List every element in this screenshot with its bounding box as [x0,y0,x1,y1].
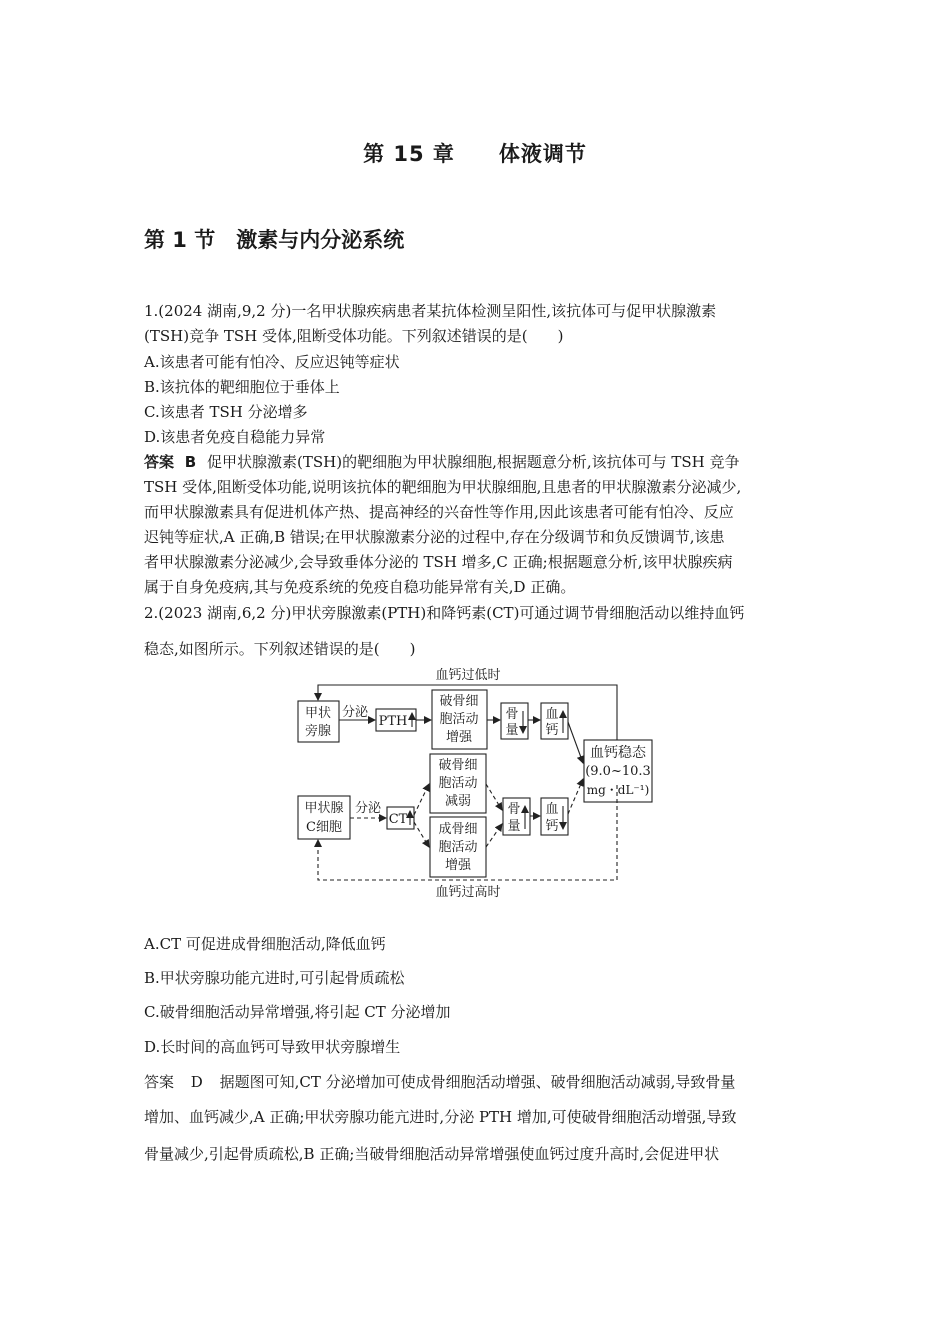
q2-answer-line-1 [144,1071,735,1092]
calcium-1-line-1: 血 [545,707,559,722]
osteoclast-up-line-2: 胞活动 [439,712,479,727]
q2-answer-text: 据题图可知,CT 分泌增加可使成骨细胞活动增强、破骨细胞活动减弱,导致骨量 [219,1073,736,1091]
homeostasis-line-2: (9.0~10.3 [585,764,651,779]
osteoblast-up-line-3: 增强 [444,858,472,873]
label-low-calcium: 血钙过低时 [435,668,501,683]
q2-option-d: D.长时间的高血钙可导致甲状旁腺增生 [144,1038,401,1056]
parathyroid-line-2: 旁腺 [304,724,332,739]
osteoclast-down-line-2: 胞活动 [438,776,478,791]
q2-answer-label: 答案 [144,1073,175,1091]
q2-option-c: C.破骨细胞活动异常增强,将引起 CT 分泌增加 [144,1003,451,1021]
c-cell-line-1: 甲状腺 [304,801,344,816]
bone-1-line-1: 骨 [505,707,519,722]
q1-answer-label: 答案 [144,453,175,471]
q2-stem-line-2: 稳态,如图所示。下列叙述错误的是( ) [144,640,416,658]
calcium-2-line-1: 血 [545,802,559,817]
q1-answer-text: 促甲状腺激素(TSH)的靶细胞为甲状腺细胞,根据题意分析,该抗体可与 TSH 竞争 [207,453,740,471]
q1-option-c: C.该患者 TSH 分泌增多 [144,403,308,421]
osteoclast-down-line-1: 破骨细 [438,758,478,773]
bone-2-line-1: 骨 [507,802,521,817]
q1-answer-line-4: 迟钝等症状,A 正确,B 错误;在甲状腺激素分泌的过程中,存在分级调节和负反馈调节,该患 [144,528,725,546]
osteoclast-down-line-3: 减弱 [444,794,472,809]
q1-stem-line-1: 1.(2024 湖南,9,2 分)一名甲状腺疾病患者某抗体检测呈阳性,该抗体可与促甲状腺激素 [144,302,717,320]
osteoclast-up-line-1: 破骨细 [439,694,479,709]
calcium-1-line-2: 钙 [545,723,559,738]
osteoblast-up-line-2: 胞活动 [438,840,478,855]
osteoclast-up-line-3: 增强 [445,730,473,745]
q2-option-b: B.甲状旁腺功能亢进时,可引起骨质疏松 [144,969,405,987]
q2-answer-line-2: 增加、血钙减少,A 正确;甲状旁腺功能亢进时,分泌 PTH 增加,可使破骨细胞活动增强,导致 [144,1108,737,1126]
calcium-2-line-2: 钙 [545,819,559,834]
secrete-label-2: 分泌 [354,801,382,816]
pth-label: PTH [378,714,408,729]
secrete-label-1: 分泌 [341,705,369,720]
q1-answer-line-3: 而甲状腺激素具有促进机体产热、提高神经的兴奋性等作用,因此该患者可能有怕冷、反应 [144,503,734,521]
bone-1-line-2: 量 [505,723,519,738]
bone-2-line-2: 量 [507,819,521,834]
q1-answer-letter: B [184,453,197,471]
section-title: 第 1 节 激素与内分泌系统 [144,228,405,252]
homeostasis-line-3: mg・dL⁻¹) [586,783,650,797]
q1-option-d: D.该患者免疫自稳能力异常 [144,428,326,446]
q2-option-a: A.CT 可促进成骨细胞活动,降低血钙 [144,935,386,953]
osteoblast-up-line-1: 成骨细 [438,822,478,837]
parathyroid-line-1: 甲状 [304,706,332,721]
c-cell-line-2: C细胞 [306,820,342,835]
homeostasis-line-1: 血钙稳态 [590,745,646,761]
q1-option-b: B.该抗体的靶细胞位于垂体上 [144,378,340,396]
q1-option-a: A.该患者可能有怕冷、反应迟钝等症状 [144,353,400,371]
q1-answer-line-5: 者甲状腺激素分泌减少,会导致垂体分泌的 TSH 增多,C 正确;根据题意分析,该甲状腺疾病 [144,553,733,571]
q2-answer-line-3: 骨量减少,引起骨质疏松,B 正确;当破骨细胞活动异常增强使血钙过度升高时,会促进甲状 [144,1145,720,1163]
label-high-calcium: 血钙过高时 [435,885,501,900]
ct-label: CT [388,812,408,827]
q2-stem-line-1: 2.(2023 湖南,6,2 分)甲状旁腺激素(PTH)和降钙素(CT)可通过调节骨细胞活动以维持血钙 [144,604,745,622]
q1-stem-line-2: (TSH)竞争 TSH 受体,阻断受体功能。下列叙述错误的是( ) [144,327,564,345]
q1-answer-line-2: TSH 受体,阻断受体功能,说明该抗体的靶细胞为甲状腺细胞,且患者的甲状腺激素分泌减少, [144,478,742,496]
q2-answer-letter: D [190,1073,203,1091]
q1-answer-line-6: 属于自身免疫病,其与免疫系统的免疫自稳功能异常有关,D 正确。 [144,578,576,596]
chapter-title: 第 15 章 体液调节 [363,142,587,166]
